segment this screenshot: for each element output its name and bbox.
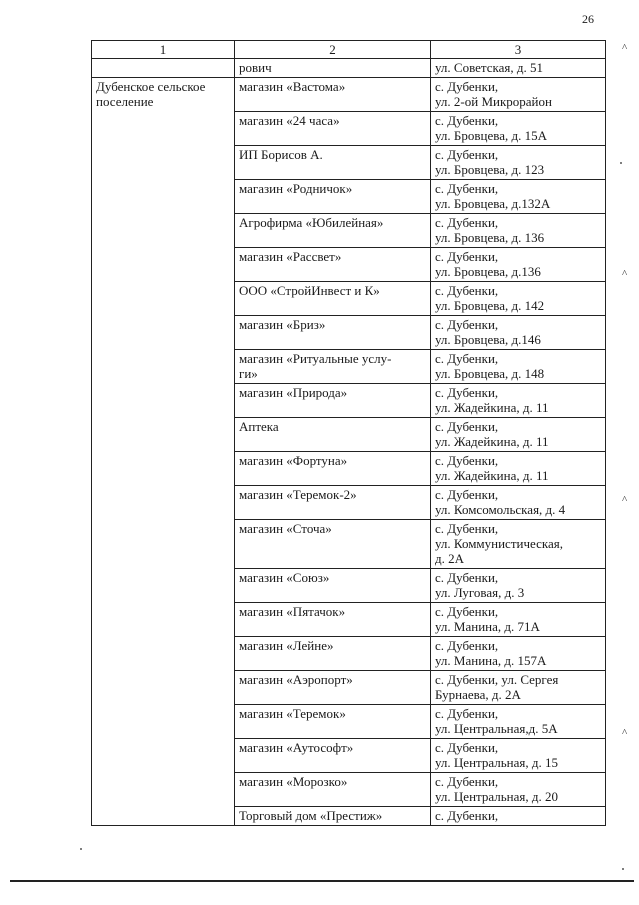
table-body (92, 59, 606, 826)
shop-address-cell: с. Дубенки, ул. Бровцева, д. 142 (431, 282, 606, 316)
shop-name-cell: Торговый дом «Престиж» (235, 807, 431, 826)
shop-address-cell: с. Дубенки, ул. Бровцева, д.132А (431, 180, 606, 214)
shop-address-cell: с. Дубенки, ул. Манина, д. 71А (431, 603, 606, 637)
shop-name-cell: магазин «Рассвет» (235, 248, 431, 282)
shop-name-cell: магазин «Пятачок» (235, 603, 431, 637)
scan-speck (622, 868, 624, 870)
shop-name-cell: ИП Борисов А. (235, 146, 431, 180)
shop-address-cell: с. Дубенки, ул. Луговая, д. 3 (431, 569, 606, 603)
shop-address-cell: с. Дубенки, (431, 807, 606, 826)
table-row-continuation (92, 59, 606, 78)
shop-address-cell: с. Дубенки, ул. Бровцева, д. 15А (431, 112, 606, 146)
shop-address-cell: с. Дубенки, ул. Бровцева, д. 148 (431, 350, 606, 384)
table-header-row (92, 41, 606, 59)
shop-name-cell: Аптека (235, 418, 431, 452)
shop-name-cell: рович (235, 59, 431, 78)
shop-name-cell: магазин «Лейне» (235, 637, 431, 671)
shop-address-cell: ул. Советская, д. 51 (431, 59, 606, 78)
shop-name-cell: магазин «Теремок» (235, 705, 431, 739)
margin-mark: ^ (622, 268, 628, 280)
shop-name-cell: магазин «Морозко» (235, 773, 431, 807)
shop-name-cell: магазин «Аэропорт» (235, 671, 431, 705)
shop-address-cell: с. Дубенки, ул. Центральная, д. 20 (431, 773, 606, 807)
shop-address-cell: с. Дубенки, ул. Сергея Бурнаева, д. 2А (431, 671, 606, 705)
shop-name-cell: магазин «Союз» (235, 569, 431, 603)
shop-address-cell: с. Дубенки, ул. Комсомольская, д. 4 (431, 486, 606, 520)
page-bottom-rule (10, 880, 634, 882)
shop-name-cell: магазин «Аутософт» (235, 739, 431, 773)
shop-name-cell: Агрофирма «Юбилейная» (235, 214, 431, 248)
margin-mark: ^ (622, 42, 628, 54)
table-row (92, 78, 606, 112)
shop-address-cell: с. Дубенки, ул. Манина, д. 157А (431, 637, 606, 671)
page-number: 26 (582, 12, 594, 26)
shop-address-cell: с. Дубенки, ул. Бровцева, д.146 (431, 316, 606, 350)
column-header-1: 1 (92, 41, 235, 59)
shop-address-cell: с. Дубенки, ул. Центральная,д. 5А (431, 705, 606, 739)
shop-address-cell: с. Дубенки, ул. Жадейкина, д. 11 (431, 418, 606, 452)
shop-address-cell: с. Дубенки, ул. Центральная, д. 15 (431, 739, 606, 773)
shop-name-cell: магазин «Теремок-2» (235, 486, 431, 520)
shop-name-cell: ООО «СтройИнвест и К» (235, 282, 431, 316)
shop-name-cell: магазин «Сточа» (235, 520, 431, 569)
column-header-3: 3 (431, 41, 606, 59)
settlement-cell-empty (92, 59, 235, 78)
shop-address-cell: с. Дубенки, ул. Бровцева, д. 123 (431, 146, 606, 180)
shop-address-cell: с. Дубенки, ул. Жадейкина, д. 11 (431, 452, 606, 486)
shop-name-cell: магазин «Родничок» (235, 180, 431, 214)
scan-speck (80, 848, 82, 850)
settlement-cell: Дубенское сельское поселение (92, 78, 235, 826)
shop-name-cell: магазин «Бриз» (235, 316, 431, 350)
shop-address-cell: с. Дубенки, ул. Жадейкина, д. 11 (431, 384, 606, 418)
shop-address-cell: с. Дубенки, ул. Коммунистическая, д. 2А (431, 520, 606, 569)
shops-table (91, 40, 606, 826)
shop-name-cell: магазин «Фортуна» (235, 452, 431, 486)
shop-address-cell: с. Дубенки, ул. Бровцева, д.136 (431, 248, 606, 282)
margin-mark: ^ (622, 494, 628, 506)
shop-name-cell: магазин «Природа» (235, 384, 431, 418)
shop-address-cell: с. Дубенки, ул. Бровцева, д. 136 (431, 214, 606, 248)
shop-name-cell: магазин «24 часа» (235, 112, 431, 146)
shop-name-cell: магазин «Ритуальные услу- ги» (235, 350, 431, 384)
column-header-2: 2 (235, 41, 431, 59)
scan-speck (620, 162, 622, 164)
margin-mark: ^ (622, 727, 628, 739)
shop-address-cell: с. Дубенки, ул. 2-ой Микрорайон (431, 78, 606, 112)
shop-name-cell: магазин «Вастома» (235, 78, 431, 112)
